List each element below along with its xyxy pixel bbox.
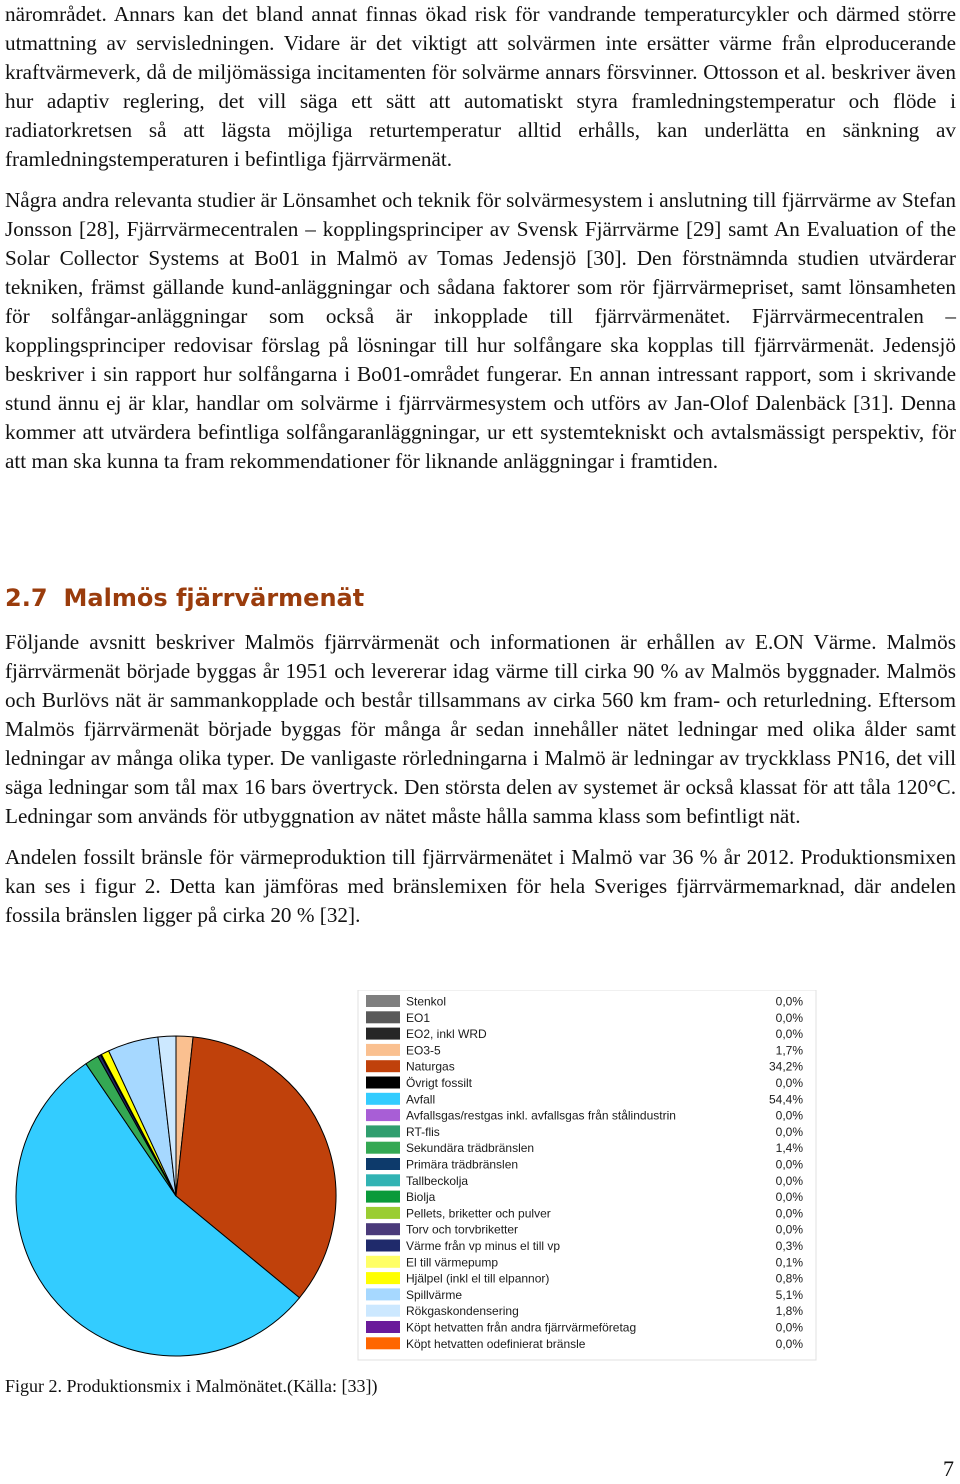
section-number: 2.7 [5,584,48,612]
legend-swatch-10 [366,1158,400,1170]
legend-swatch-3 [366,1044,400,1056]
legend-value-7: 0,0% [775,1108,803,1123]
legend-label-11: Tallbeckolja [406,1173,469,1188]
legend-value-2: 0,0% [775,1027,803,1042]
legend-label-18: Spillvärme [406,1287,463,1302]
legend-value-19: 1,8% [775,1304,803,1319]
legend-label-2: EO2, inkl WRD [406,1027,487,1042]
legend-value-17: 0,8% [775,1271,803,1286]
legend-label-5: Övrigt fossilt [406,1076,473,1090]
page-number: 7 [943,1456,954,1481]
legend-label-1: EO1 [406,1010,431,1025]
legend-label-0: Stenkol [406,994,447,1009]
legend-value-1: 0,0% [775,1010,803,1025]
legend-value-0: 0,0% [775,994,803,1009]
legend-value-3: 1,7% [775,1043,803,1058]
legend-value-16: 0,1% [775,1255,803,1270]
legend-value-11: 0,0% [775,1173,803,1188]
legend-label-17: Hjälpel (inkl el till elpannor) [406,1271,550,1286]
legend-value-6: 54,4% [768,1092,803,1107]
paragraph-4: Andelen fossilt bränsle för värmeproduktion till fjärrvärmenätet i Malmö var 36 % år 2012. Produktionsmixen kan ses i figur 2. Detta kan jämföras med bränslemixen för hela Sveriges fjärrvärmemarknad, där andelen fossila bränslen ligger på cirka 20 % [32]. [5,845,956,927]
legend-swatch-8 [366,1125,400,1137]
legend-value-14: 0,0% [775,1222,803,1237]
legend-value-10: 0,0% [775,1157,803,1172]
legend-label-7: Avfallsgas/restgas inkl. avfallsgas från stålindustrin [406,1108,676,1123]
legend-swatch-13 [366,1207,400,1219]
legend-value-15: 0,3% [775,1239,803,1253]
legend-swatch-15 [366,1240,400,1252]
legend-label-9: Sekundära trädbränslen [406,1141,535,1156]
legend-label-14: Torv och torvbriketter [406,1222,519,1237]
legend-label-6: Avfall [406,1092,436,1107]
legend-label-10: Primära trädbränslen [406,1157,519,1172]
legend-value-13: 0,0% [775,1206,803,1221]
legend-label-13: Pellets, briketter och pulver [406,1206,551,1221]
legend-label-21: Köpt hetvatten odefinierat bränsle [406,1336,586,1351]
legend-swatch-12 [366,1191,400,1203]
legend-swatch-4 [366,1060,400,1072]
pie [16,1036,336,1356]
legend-swatch-17 [366,1272,400,1284]
section-title: Malmös fjärrvärmenät [63,584,365,612]
legend-label-19: Rökgaskondensering [406,1304,519,1319]
legend-swatch-20 [366,1321,400,1333]
legend-value-21: 0,0% [775,1336,803,1351]
legend-swatch-1 [366,1011,400,1023]
legend-value-20: 0,0% [775,1320,803,1335]
page-body [5,0,956,476]
section-body [5,628,956,930]
figure-caption: Figur 2. Produktionsmix i Malmönätet.(Källa: [33]) [5,1376,378,1396]
legend-swatch-18 [366,1288,400,1300]
legend-swatch-0 [366,995,400,1007]
legend-value-12: 0,0% [775,1190,803,1205]
legend-swatch-6 [366,1093,400,1105]
legend-swatch-21 [366,1337,400,1349]
legend-label-16: El till värmepump [406,1255,499,1270]
legend-swatch-11 [366,1174,400,1186]
paragraph-3: Följande avsnitt beskriver Malmös fjärrvärmenät och informationen är erhållen av E.ON Värme. Malmös fjärrvärmenät började byggas år 1951 och levererar idag värme till cirka 90 % av Malmös byggnader. Malmös och Burlövs nät är sammankopplade och består tillsammans av cirka 560 km fram- och returledning. Eftersom Malmös fjärrvärmenät började byggas för många år sedan innehåller nätet ledningar med olika ålder samt ledningar av många olika typer. De vanligaste rörledningarna i Malmö är ledningar av tryckklass PN16, det vill säga ledningar som tål max 16 bars övertryck. Den största delen av systemet är också klassat för att tåla 120°C. Ledningar som används för utbyggnation av nätet måste hålla samma klass som befintligt nät. [5,630,956,828]
legend-label-12: Biolja [406,1190,436,1205]
legend-swatch-7 [366,1109,400,1121]
paragraph-1: närområdet. Annars kan det bland annat finnas ökad risk för vandrande temperaturcykler och därmed större utmattning av servisledningen. Vidare är det viktigt att solvärmen inte ersätter värme från elproducerande kraftvärmeverk, då de miljömässiga incitamenten för solvärme annars försvinner. Ottosson et al. beskriver även hur adaptiv reglering, det vill säga ett sätt att automatiskt styra framledningstemperatur och flöde i radiatorkretsen så att lägsta möjliga returtemperatur alltid erhålls, kan underlätta en sänkning av framledningstemperaturen i befintliga fjärrvärmenät. [5,2,956,171]
paragraph-2: Några andra relevanta studier är Lönsamhet och teknik för solvärmesystem i anslutning till fjärrvärme av Stefan Jonsson [28], Fjärrvärmecentralen – kopplingsprinciper av Svensk Fjärrvärme [29] samt An Evaluation of the Solar Collector Systems at Bo01 in Malmö av Tomas Jedensjö [30]. Den förstnämnda studien utvärderar tekniken, främst gällande kund-anläggningar och sådana faktorer som rör fjärrvärmepriset, samt lönsamheten för solfångar-anläggningar som också är inkopplade till fjärrvärmenätet. Fjärrvärmecentralen – kopplingsprinciper redovisar förslag på lösningar till hur solfångare ska kopplas till fjärrvärmenät. Jedensjö beskriver i sin rapport hur solfångarna i Bo01-området fungerar. En annan intressant rapport, som i skrivande stund ännu ej är klar, handlar om solvärme i fjärrvärmesystem och utförs av Jan-Olof Dalenbäck [31]. Denna kommer att utvärdera befintliga solfångaranläggningar, ur ett systemtekniskt och avtalsmässigt perspektiv, för att man ska kunna ta fram rekommendationer för liknande anläggningar i framtiden. [5,188,956,473]
legend-swatch-16 [366,1256,400,1268]
legend-label-8: RT-flis [406,1124,440,1139]
legend-label-15: Värme från vp minus el till vp [406,1239,561,1253]
legend-label-4: Naturgas [406,1059,455,1074]
legend-label-20: Köpt hetvatten från andra fjärrvärmeföretag [406,1320,637,1335]
legend-value-5: 0,0% [775,1076,803,1090]
legend-value-8: 0,0% [775,1124,803,1139]
pie-chart [0,990,960,1370]
legend-swatch-5 [366,1077,400,1089]
legend-value-18: 5,1% [775,1287,803,1302]
section-heading [5,584,364,612]
legend-value-4: 34,2% [768,1059,803,1074]
legend-swatch-14 [366,1223,400,1235]
legend-swatch-19 [366,1305,400,1317]
legend-value-9: 1,4% [775,1141,803,1156]
legend-swatch-2 [366,1028,400,1040]
legend-label-3: EO3-5 [406,1043,441,1058]
legend-swatch-9 [366,1142,400,1154]
figure-production-mix [0,990,960,1370]
